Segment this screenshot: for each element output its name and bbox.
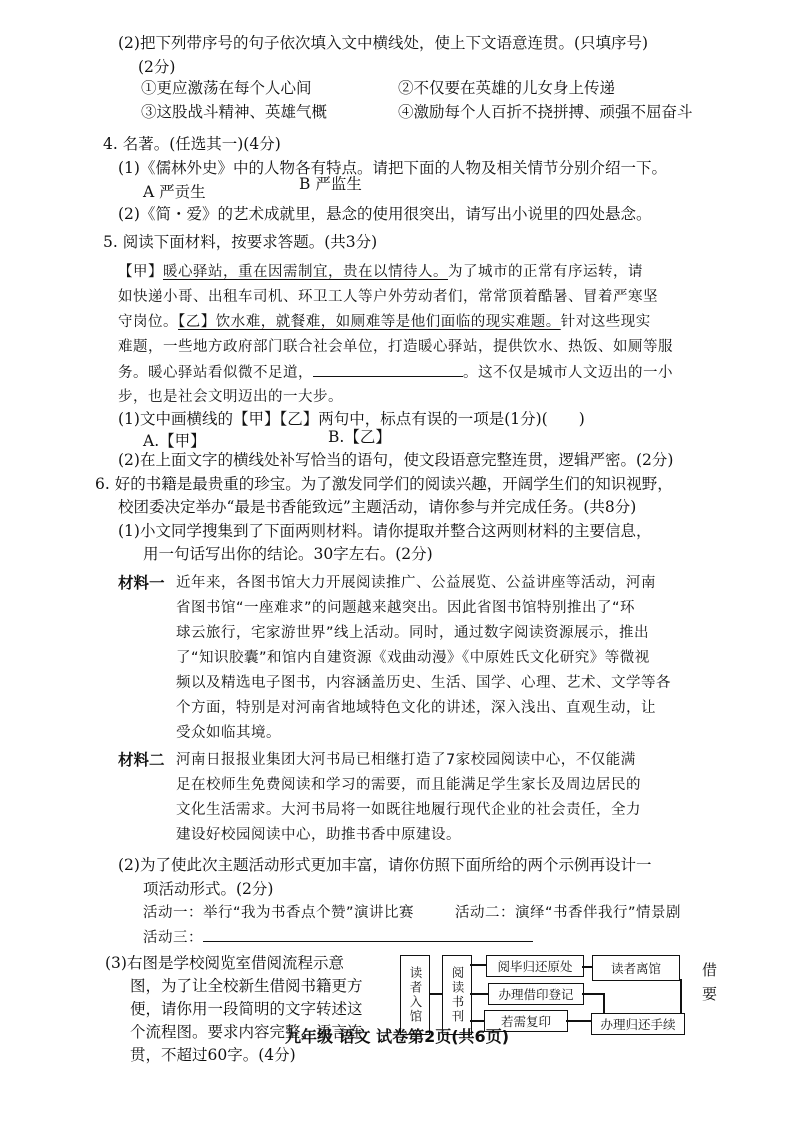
q5-line6: 步，也是社会文明迈出的一大步。 [118, 389, 343, 405]
flow-arrow [680, 979, 682, 1013]
q5-sub2: (2)在上面文字的横线处补写恰当的语句，使文段语意完整连贯，逻辑严密。(2分) [118, 451, 674, 469]
material-1-line: 球云旅行，宅家游世界”线上活动。同时，通过数字阅读资源展示，推出 [176, 625, 650, 641]
activity-2: 活动二：演绎“书香伴我行”情景剧 [455, 905, 682, 921]
material-1-line: 个方面，特别是对河南省地域特色文化的讲述，深入浅出、直观生动，让 [176, 700, 656, 716]
flow-arrow [470, 993, 488, 995]
activity-3 [143, 927, 533, 948]
material-2-line: 建设好校园阅读中心，助推书香中原建设。 [176, 827, 461, 843]
flow-arrow [470, 1020, 484, 1022]
q4-part2: (2)《简・爱》的艺术成就里，悬念的使用很突出，请写出小说里的四处悬念。 [118, 205, 652, 223]
q4-title: 4. 名著。(任选其一)(4分) [103, 135, 281, 153]
material-2-line: 河南日报报业集团大河书局已相继打造了7家校园阅读中心，不仅能满 [176, 752, 636, 768]
flow-return-procedure: 办理归还手续 [591, 1013, 685, 1035]
q6-sub3-line: 图，为了让全校新生借阅书籍更方 [130, 977, 363, 995]
q5-option-a: A.【甲】 [143, 432, 206, 450]
activity-3-blank[interactable] [203, 927, 533, 942]
q5-line5-head: 务。暖心驿站看似微不足道， [118, 365, 313, 381]
material-1-line: 了“知识胶囊”和馆内自建资源《戏曲动漫》《中原姓氏文化研究》等微视 [176, 650, 650, 666]
material-2-line: 文化生活需求。大河书局将一如既往地履行现代企业的社会责任，全力 [176, 802, 641, 818]
activity-3-label: 活动三： [143, 930, 203, 946]
q5-sub1: (1)文中画横线的【甲】【乙】两句中，标点有误的一项是(1分)( ) [118, 410, 585, 428]
q6-sub1-line1: (1)小文同学搜集到了下面两则材料。请你提取并整合这两则材料的主要信息， [118, 522, 652, 540]
q6-sub3-line: 便，请你用一段简明的文字转述这 [130, 1000, 363, 1018]
q4-option-b: B 严监生 [299, 175, 362, 193]
q6-sub2-line1: (2)为了使此次主题活动形式更加丰富，请你仿照下面所给的两个示例再设计一 [118, 856, 652, 874]
flow-arrow [582, 993, 604, 995]
q3-score: (2分) [138, 58, 176, 76]
q5-line4: 难题，一些地方政府部门联合社会单位，打造暖心驿站，提供饮水、热饭、如厕等服 [118, 339, 673, 355]
q6-sub3-line: 个流程图。要求内容完整，语言连 [130, 1023, 363, 1041]
flow-side-note: 借要 [702, 961, 718, 1003]
flow-arrow [429, 993, 442, 995]
q6-sub1-line2: 用一句话写出你的结论。30字左右。(2分) [143, 545, 433, 563]
flow-reader-enter: 读者入馆 [400, 955, 430, 1035]
q5-option-b: B.【乙】 [328, 428, 391, 446]
flow-arrow [582, 966, 592, 968]
material-2-line: 足在校师生免费阅读和学习的需要，而且能满足学生家长及周边居民的 [176, 777, 641, 793]
flow-return-place: 阅毕归还原处 [486, 955, 584, 977]
q6-line1: 6. 好的书籍是最贵重的珍宝。为了激发同学们的阅读兴趣，开阔学生们的知识视野， [95, 475, 673, 493]
q4-option-a: A 严贡生 [143, 183, 206, 201]
q5-answer-blank[interactable] [313, 362, 463, 377]
q3-option-3: ③这股战斗精神、英雄气概 [141, 103, 328, 121]
q5-yi-sentence: 【乙】饮水难，就餐难，如厕难等是他们面临的现实难题。 [178, 314, 561, 330]
q6-sub3-line: 贯，不超过60字。(4分) [130, 1046, 296, 1064]
flow-register: 办理借印登记 [488, 983, 584, 1005]
flow-arrow [603, 993, 605, 1013]
q5-line3 [118, 312, 651, 332]
q4-part1: (1)《儒林外史》中的人物各有特点。请把下面的人物及相关情节分别介绍一下。 [118, 159, 667, 177]
q3-option-4: ④激励每个人百折不挠拼搏、顽强不屈奋斗 [398, 103, 693, 121]
activity-1: 活动一：举行“我为书香点个赞”演讲比赛 [143, 905, 415, 921]
q5-line3-tail: 针对这些现实 [560, 314, 651, 330]
q6-line2: 校团委决定举办“最是书香能致远”主题活动，请你参与并完成任务。(共8分) [118, 498, 637, 516]
q5-line2: 如快递小哥、出租车司机、环卫工人等户外劳动者们，常常顶着酷暑、冒着严寒坚 [118, 289, 658, 305]
page-footer: 九年级 语文 试卷第2页(共6页) [284, 1027, 510, 1046]
q5-line5 [118, 362, 673, 383]
q5-line3-head: 守岗位。 [118, 314, 178, 330]
q3-option-1: ①更应激荡在每个人心间 [141, 79, 312, 97]
flow-arrow [566, 1020, 591, 1022]
flow-copy: 若需复印 [484, 1010, 568, 1032]
q5-title: 5. 阅读下面材料，按要求答题。(共3分) [103, 233, 378, 251]
material-1-line: 频以及精选电子图书，内容涵盖历史、生活、国学、心理、艺术、文学等各 [176, 675, 671, 691]
material-1-line: 省图书馆“一座难求”的问题越来越突出。因此省图书馆特别推出了“环 [176, 600, 636, 616]
material-1-line: 受众如临其境。 [176, 725, 281, 741]
material-2-label: 材料二 [118, 750, 165, 769]
flow-arrow [470, 964, 486, 966]
q3-option-2: ②不仅要在英雄的儿女身上传递 [398, 79, 616, 97]
q5-jia-sentence: 暖心驿站，重在因需制宜，贵在以情待人。 [163, 264, 448, 280]
q6-sub3-line: (3)右图是学校阅览室借阅流程示意 [105, 954, 344, 972]
q5-jia-mark: 【甲】 [118, 264, 163, 280]
q3-intro: (2)把下列带序号的句子依次填入文中横线处，使上下文语意连贯。(只填序号) [118, 34, 649, 52]
q5-line5-tail: 。这不仅是城市人文迈出的一小 [463, 365, 673, 381]
flow-read-books: 阅读书刊 [442, 955, 472, 1035]
q5-line1 [118, 262, 643, 282]
q6-sub2-line2: 项活动形式。(2分) [143, 880, 274, 898]
q5-line1-tail: 为了城市的正常有序运转，请 [448, 264, 643, 280]
material-1-line: 近年来，各图书馆大力开展阅读推广、公益展览、公益讲座等活动，河南 [176, 575, 656, 591]
material-1-label: 材料一 [118, 573, 165, 592]
flow-reader-leave: 读者离馆 [592, 955, 680, 981]
